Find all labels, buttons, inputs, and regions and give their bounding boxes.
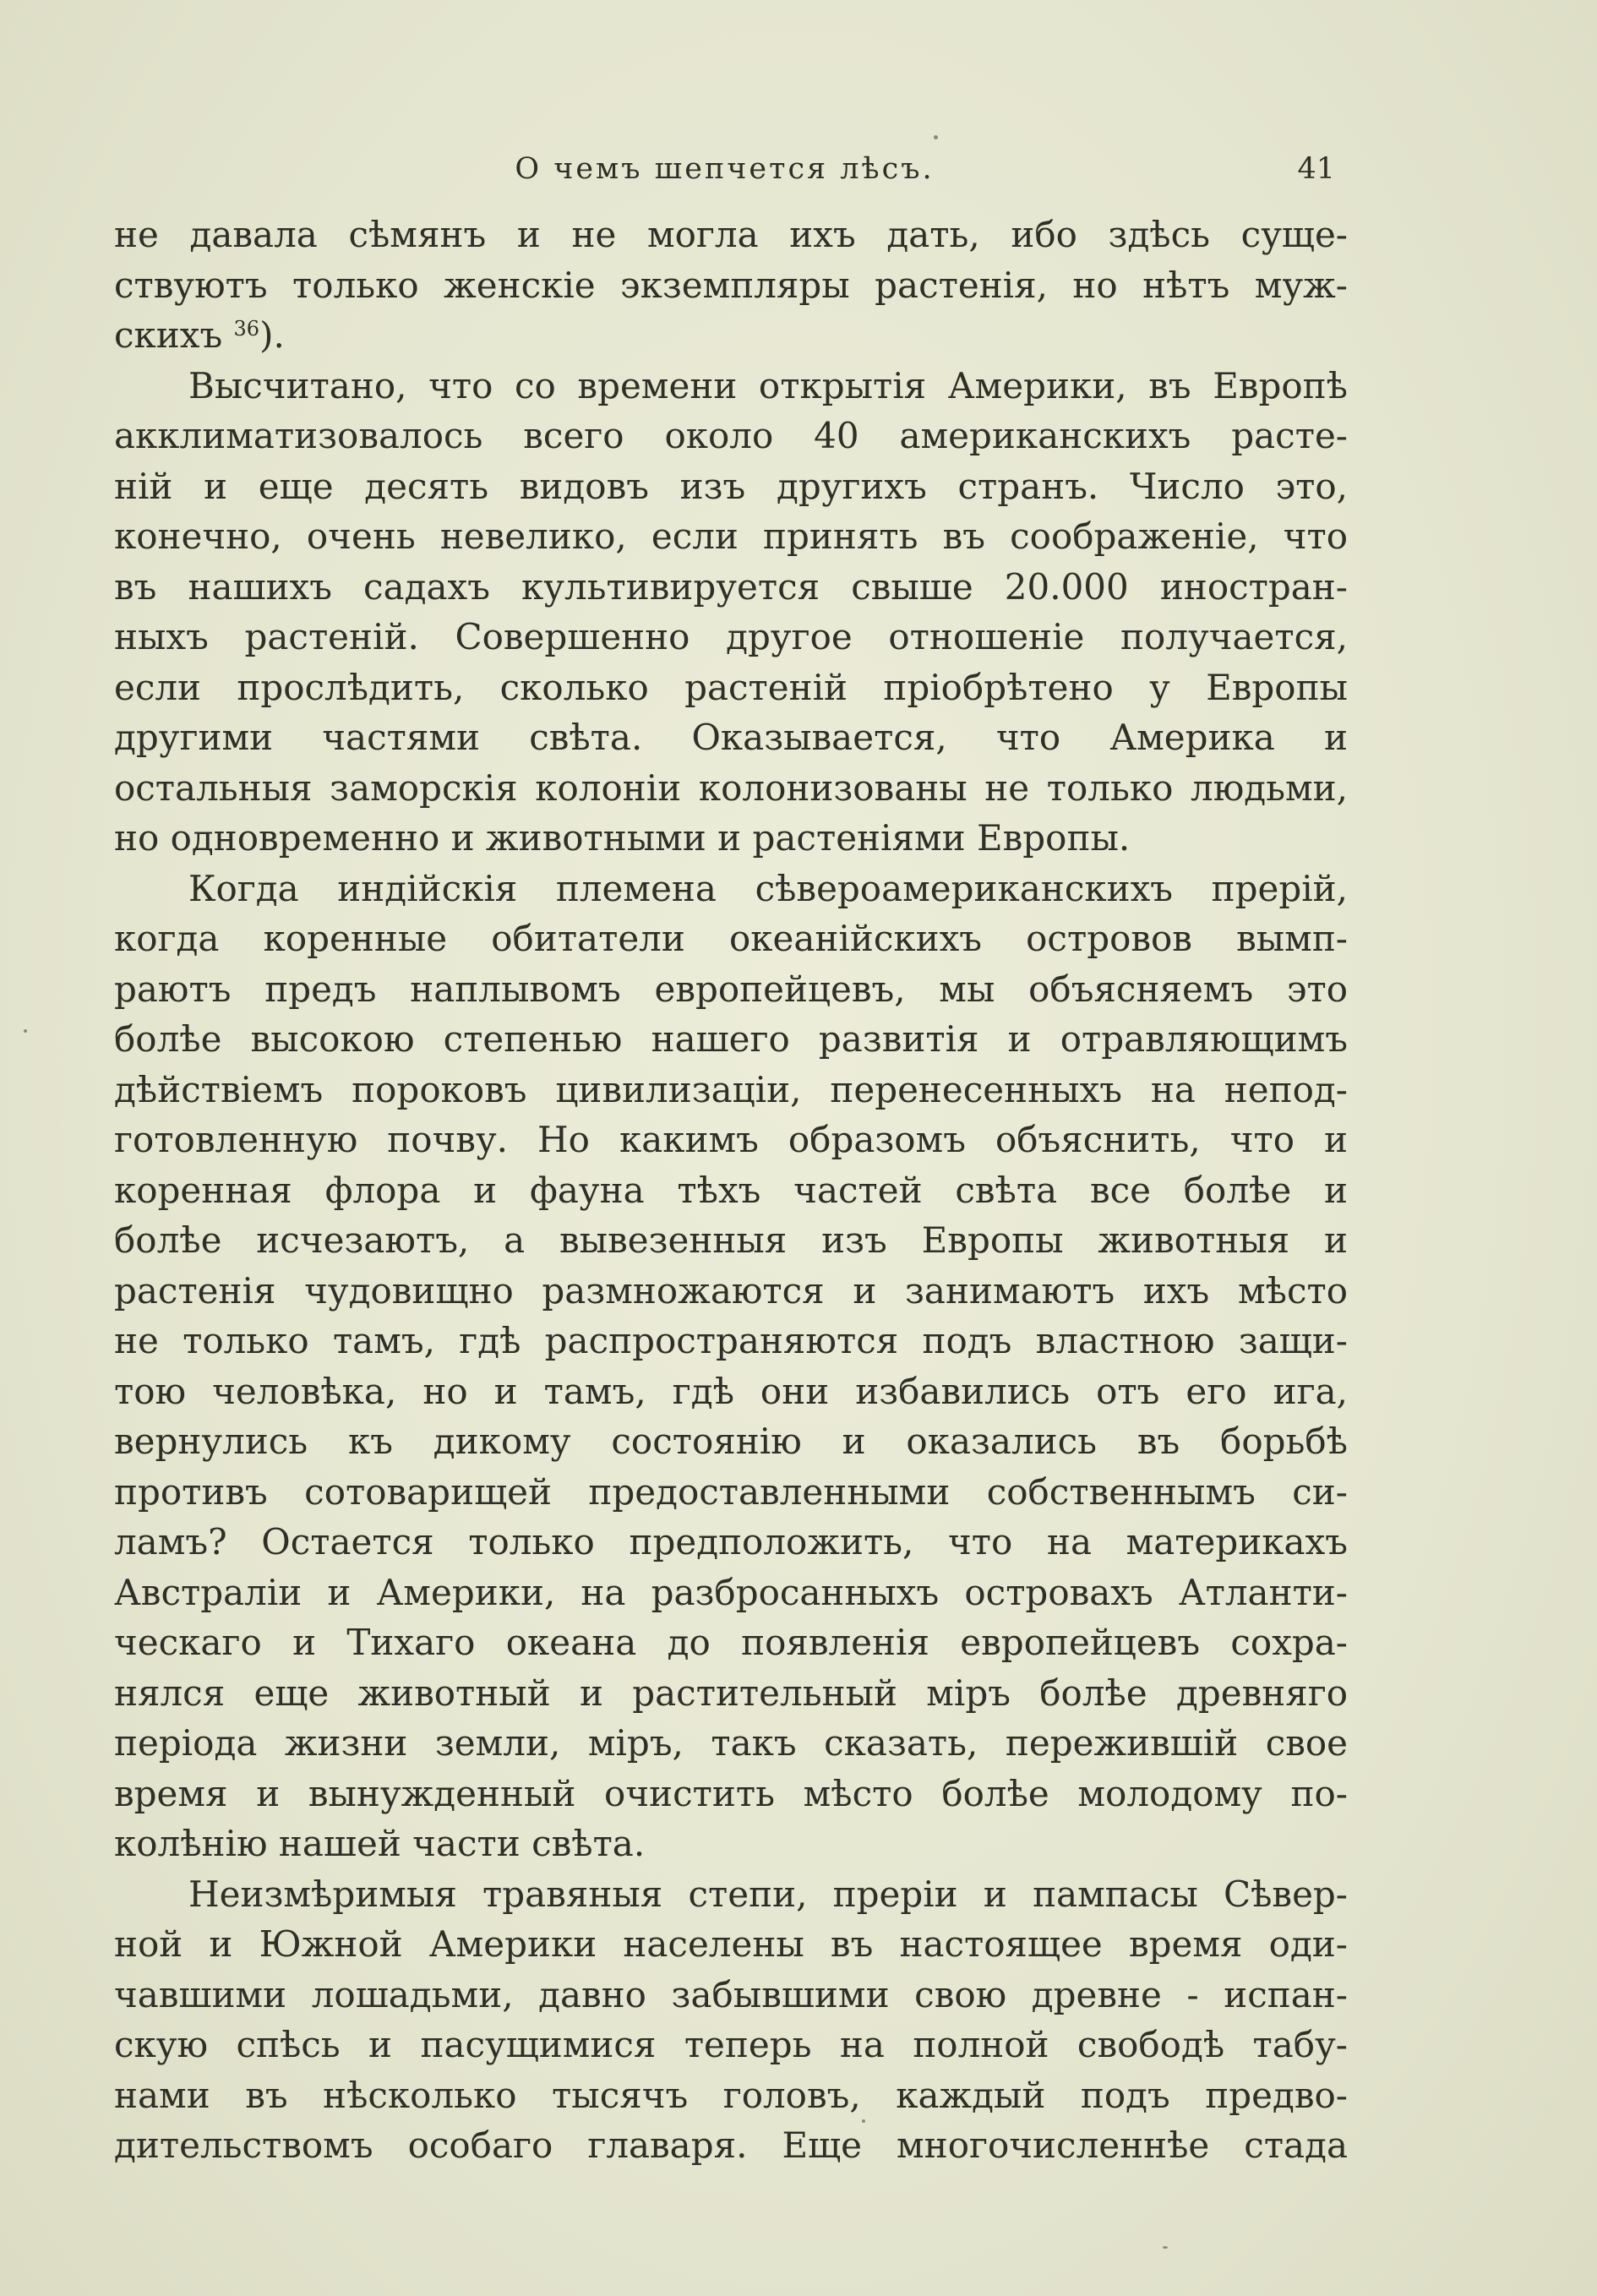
text-line: конечно, очень невелико, если принять въ соображеніе, что bbox=[114, 515, 1348, 557]
text-line: но одновременно и животными и растеніями Европы. bbox=[114, 817, 1131, 859]
text-line: ческаго и Тихаго океана до появленія европейцевъ сохра- bbox=[114, 1622, 1348, 1663]
page-number: 41 bbox=[1297, 152, 1335, 186]
text-line: когда коренные обитатели океанійскихъ островов вымп- bbox=[114, 918, 1348, 959]
text-line: ныхъ растеній. Совершенно другое отношеніе получается, bbox=[114, 616, 1348, 657]
text-line: дительствомъ особаго главаря. Еще многочисленнѣе стада bbox=[114, 2124, 1348, 2166]
text-line: болѣе высокою степенью нашего развитія и отравляющимъ bbox=[114, 1018, 1348, 1060]
text-line: раютъ предъ наплывомъ европейцевъ, мы объясняемъ это bbox=[114, 968, 1348, 1010]
text-line: готовленную почву. Но какимъ образомъ объяснить, что и bbox=[114, 1119, 1348, 1160]
text-line: вернулись къ дикому состоянію и оказались въ борьбѣ bbox=[114, 1421, 1348, 1462]
text-line: дѣйствіемъ пороковъ цивилизаціи, перенесенныхъ на непод- bbox=[114, 1068, 1348, 1110]
body-text bbox=[114, 210, 1348, 2171]
text-line-start: скихъ bbox=[114, 314, 234, 356]
text-line: колѣнію нашей части свѣта. bbox=[114, 1823, 646, 1864]
text-line: нами въ нѣсколько тысячъ головъ, каждый подъ предво- bbox=[114, 2074, 1348, 2116]
text-line: Австраліи и Америки, на разбросанныхъ островахъ Атланти- bbox=[114, 1571, 1348, 1613]
footnote-ref: 36 bbox=[233, 317, 260, 341]
page-header bbox=[114, 144, 1335, 194]
paragraph-start-line: Высчитано, что со времени открытія Америки, въ Европѣ bbox=[188, 364, 1348, 406]
text-line: ній и еще десять видовъ изъ другихъ странъ. Число это, bbox=[114, 465, 1348, 507]
text-line-tail: ). bbox=[259, 314, 285, 356]
paragraph-start-line: Неизмѣримыя травяныя степи, преріи и пампасы Сѣвер- bbox=[188, 1873, 1348, 1915]
text-line: остальныя заморскія колоніи колонизованы не только людьми, bbox=[114, 766, 1348, 809]
running-title: О чемъ шепчется лѣсъ. bbox=[515, 152, 935, 186]
text-line: чавшими лошадьми, давно забывшими свою древне - испан- bbox=[114, 1973, 1348, 2015]
paper-speck bbox=[862, 2119, 865, 2123]
text-line: другими частями свѣта. Оказывается, что Америка и bbox=[114, 717, 1348, 758]
text-line: акклиматизовалось всего около 40 американскихъ расте- bbox=[114, 415, 1348, 456]
paper-speck bbox=[1163, 2246, 1168, 2249]
text-line: не только тамъ, гдѣ распространяются подъ властною защи- bbox=[114, 1320, 1348, 1361]
paragraph-start-line: Когда индійскія племена сѣвероамериканскихъ прерій, bbox=[188, 867, 1348, 909]
text-line: болѣе исчезаютъ, а вывезенныя изъ Европы животныя и bbox=[114, 1219, 1348, 1261]
text-line: періода жизни земли, міръ, такъ сказать, пережившій свое bbox=[114, 1722, 1348, 1764]
paper-speck bbox=[934, 135, 938, 139]
paper-speck bbox=[24, 1029, 27, 1033]
text-line: тою человѣка, но и тамъ, гдѣ они избавились отъ его ига, bbox=[114, 1370, 1348, 1412]
text-line: время и вынужденный очистить мѣсто болѣе молодому по- bbox=[114, 1772, 1348, 1814]
text-line: растенія чудовищно размножаются и занимаютъ ихъ мѣсто bbox=[114, 1269, 1348, 1312]
text-line: ствуютъ только женскіе экземпляры растенія, но нѣтъ муж- bbox=[114, 264, 1348, 306]
text-line: ламъ? Остается только предположить, что на материкахъ bbox=[114, 1521, 1348, 1562]
text-line: если прослѣдить, сколько растеній пріобрѣтено у Европы bbox=[114, 666, 1348, 708]
text-line: скую спѣсь и пасущимися теперь на полной свободѣ табу- bbox=[114, 2024, 1348, 2065]
text-line: коренная флора и фауна тѣхъ частей свѣта все болѣе и bbox=[114, 1169, 1348, 1211]
text-line bbox=[114, 310, 1348, 361]
text-line: нялся еще животный и растительный міръ болѣе древняго bbox=[114, 1672, 1348, 1714]
text-line: ной и Южной Америки населены въ настоящее время оди- bbox=[114, 1923, 1348, 1965]
text-line: въ нашихъ садахъ культивируется свыше 20.000 иностран- bbox=[114, 565, 1348, 608]
text-line: не давала сѣмянъ и не могла ихъ дать, ибо здѣсь суще- bbox=[114, 214, 1348, 255]
text-line: противъ сотоварищей предоставленными собственнымъ си- bbox=[114, 1470, 1348, 1513]
